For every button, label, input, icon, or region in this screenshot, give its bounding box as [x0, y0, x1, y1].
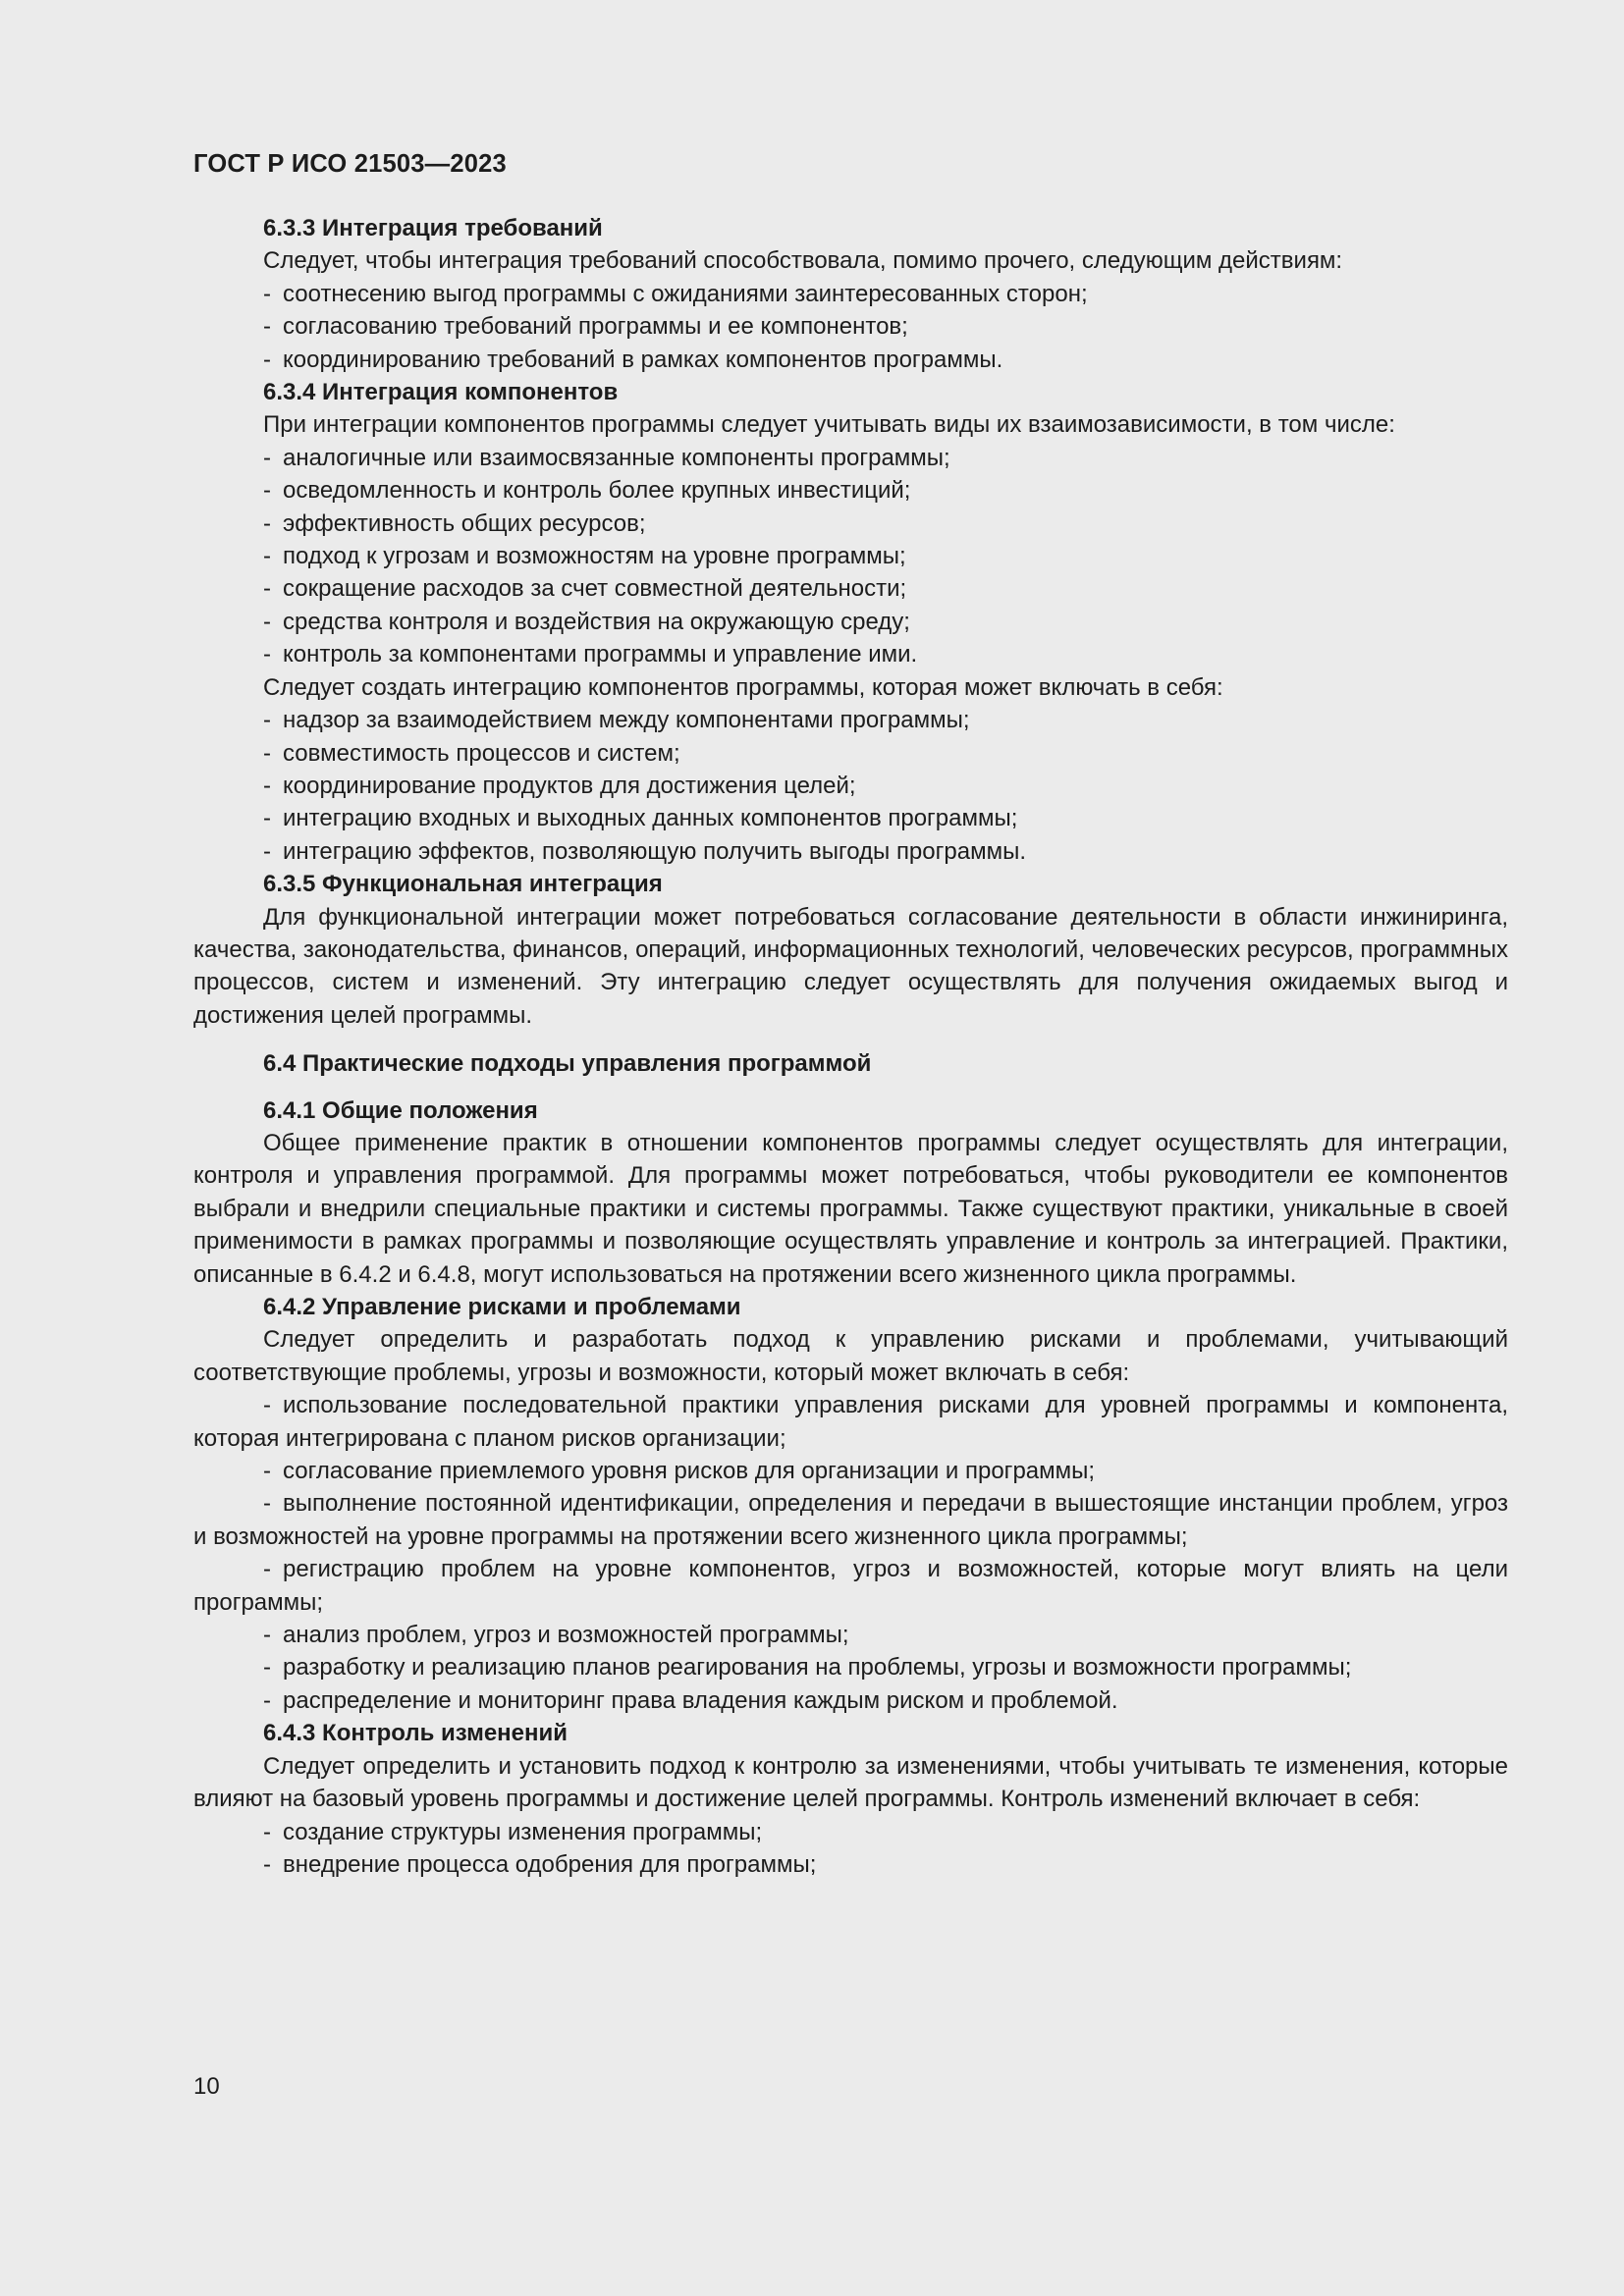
- list-item-text: совместимость процессов и систем;: [283, 739, 680, 767]
- list-item: [193, 344, 1508, 376]
- list-item-text: аналогичные или взаимосвязанные компоненты программы;: [283, 444, 950, 471]
- list-item: [193, 835, 1508, 868]
- list-dash: -: [263, 805, 271, 832]
- list-item: [193, 1389, 1508, 1455]
- list-item-text: соотнесению выгод программы с ожиданиями заинтересованных сторон;: [283, 280, 1088, 307]
- list-item-text: сокращение расходов за счет совместной деятельности;: [283, 575, 907, 603]
- list-item-text: анализ проблем, угроз и возможностей программы;: [283, 1622, 849, 1649]
- list-dash: -: [263, 739, 271, 767]
- list-item: [193, 1684, 1508, 1717]
- standard-header: ГОСТ Р ИСО 21503—2023: [193, 150, 507, 178]
- list-item: [193, 507, 1508, 540]
- list-item-text: выполнение постоянной идентификации, определения и передачи в вышестоящие инстанции проблем, угроз и возможностей на уровне программы на протяжении всего жизненного цикла программы;: [193, 1490, 1508, 1550]
- list-item-text: осведомленность и контроль более крупных инвестиций;: [283, 477, 911, 505]
- list-item: [193, 770, 1508, 802]
- section-heading: 6.4 Практические подходы управления программой: [263, 1050, 872, 1078]
- document-body: [193, 212, 1508, 1881]
- list-dash: -: [263, 837, 271, 865]
- paragraph: Следует определить и установить подход к контролю за изменениями, чтобы учитывать те изменения, которые влияют на базовый уровень программы и достижение целей программы. Контроль изменений включает в себя:: [193, 1752, 1508, 1813]
- list-item: [193, 802, 1508, 834]
- paragraph: Следует, чтобы интеграция требований способствовала, помимо прочего, следующим действиям:: [263, 247, 1343, 275]
- list-item: [193, 572, 1508, 605]
- list-item-text: средства контроля и воздействия на окружающую среду;: [283, 608, 910, 635]
- list-dash: -: [263, 280, 271, 307]
- list-item-text: подход к угрозам и возможностям на уровне программы;: [283, 543, 906, 570]
- list-item-text: разработку и реализацию планов реагирования на проблемы, угрозы и возможности программы;: [283, 1654, 1352, 1682]
- subsection-heading: 6.4.1 Общие положения: [263, 1096, 538, 1124]
- subsection-heading: 6.4.2 Управление рисками и проблемами: [263, 1294, 741, 1320]
- list-dash: -: [263, 1458, 271, 1485]
- list-dash: -: [263, 1850, 271, 1878]
- list-dash: -: [263, 1686, 271, 1714]
- list-item: [193, 442, 1508, 474]
- list-item-text: распределение и мониторинг права владения каждым риском и проблемой.: [283, 1686, 1118, 1714]
- list-dash: -: [263, 1392, 271, 1419]
- list-dash: -: [263, 608, 271, 635]
- list-dash: -: [263, 1622, 271, 1649]
- paragraph: Общее применение практик в отношении компонентов программы следует осуществлять для интеграции, контроля и управления программой. Для программы может потребоваться, чтобы руководители ее компонентов выбрали и внедрили специальные практики и системы программы. Также существуют практики, уникальные в своей применимости в рамках программы и позволяющие осуществлять управление и контроль за интеграцией. Практики, описанные в 6.4.2 и 6.4.8, могут использоваться на протяжении всего жизненного цикла программы.: [193, 1129, 1508, 1288]
- list-item: [193, 1487, 1508, 1553]
- list-item: [193, 704, 1508, 736]
- list-item-text: интеграцию эффектов, позволяющую получить выгоды программы.: [283, 837, 1026, 865]
- list-item-text: координирование продуктов для достижения целей;: [283, 772, 856, 799]
- list-item-text: согласованию требований программы и ее компонентов;: [283, 313, 908, 341]
- list-dash: -: [263, 1490, 271, 1518]
- paragraph: Следует создать интеграцию компонентов программы, которая может включать в себя:: [263, 673, 1223, 701]
- paragraph: При интеграции компонентов программы следует учитывать виды их взаимозависимости, в том числе:: [263, 411, 1395, 439]
- list-item: [193, 1816, 1508, 1848]
- list-item-text: надзор за взаимодействием между компонентами программы;: [283, 707, 970, 734]
- subsection-heading: 6.3.4 Интеграция компонентов: [263, 379, 619, 406]
- list-dash: -: [263, 346, 271, 373]
- list-item-text: эффективность общих ресурсов;: [283, 509, 646, 537]
- list-item-text: внедрение процесса одобрения для программы;: [283, 1850, 817, 1878]
- list-item: [193, 540, 1508, 572]
- paragraph: Для функциональной интеграции может потребоваться согласование деятельности в области инжиниринга, качества, законодательства, финансов, операций, информационных технологий, человеческих ресурсов, программных процессов, систем и изменений. Эту интеграцию следует осуществлять для получения ожидаемых выгод и достижения целей программы.: [193, 903, 1508, 1029]
- list-item-text: координированию требований в рамках компонентов программы.: [283, 346, 1003, 373]
- page-number: 10: [193, 2073, 220, 2100]
- list-dash: -: [263, 1654, 271, 1682]
- list-dash: -: [263, 543, 271, 570]
- list-dash: -: [263, 1556, 271, 1583]
- list-item: [193, 606, 1508, 638]
- list-dash: -: [263, 772, 271, 799]
- list-item: [193, 310, 1508, 343]
- list-item: [193, 278, 1508, 310]
- list-item-text: использование последовательной практики управления рисками для уровней программы и компонента, которая интегрирована с планом рисков организации;: [193, 1392, 1508, 1452]
- list-dash: -: [263, 641, 271, 668]
- list-dash: -: [263, 477, 271, 505]
- list-dash: -: [263, 509, 271, 537]
- list-item: [193, 1553, 1508, 1619]
- list-item: [193, 737, 1508, 770]
- list-dash: -: [263, 575, 271, 603]
- list-item-text: согласование приемлемого уровня рисков для организации и программы;: [283, 1458, 1096, 1485]
- list-item-text: контроль за компонентами программы и управление ими.: [283, 641, 918, 668]
- subsection-heading: 6.4.3 Контроль изменений: [263, 1720, 568, 1747]
- subsection-heading: 6.3.5 Функциональная интеграция: [263, 871, 663, 898]
- list-item: [193, 1619, 1508, 1651]
- list-item: [193, 1455, 1508, 1487]
- list-item: [193, 638, 1508, 670]
- subsection-heading: 6.3.3 Интеграция требований: [263, 215, 603, 241]
- list-dash: -: [263, 1818, 271, 1845]
- list-dash: -: [263, 707, 271, 734]
- list-dash: -: [263, 313, 271, 341]
- list-item: [193, 1848, 1508, 1881]
- list-item: [193, 1651, 1508, 1683]
- list-item: [193, 474, 1508, 507]
- list-item-text: регистрацию проблем на уровне компонентов, угроз и возможностей, которые могут влиять на цели программы;: [193, 1556, 1508, 1616]
- list-item-text: создание структуры изменения программы;: [283, 1818, 763, 1845]
- paragraph: Следует определить и разработать подход к управлению рисками и проблемами, учитывающий соответствующие проблемы, угрозы и возможности, который может включать в себя:: [193, 1326, 1508, 1386]
- list-item-text: интеграцию входных и выходных данных компонентов программы;: [283, 805, 1018, 832]
- list-dash: -: [263, 444, 271, 471]
